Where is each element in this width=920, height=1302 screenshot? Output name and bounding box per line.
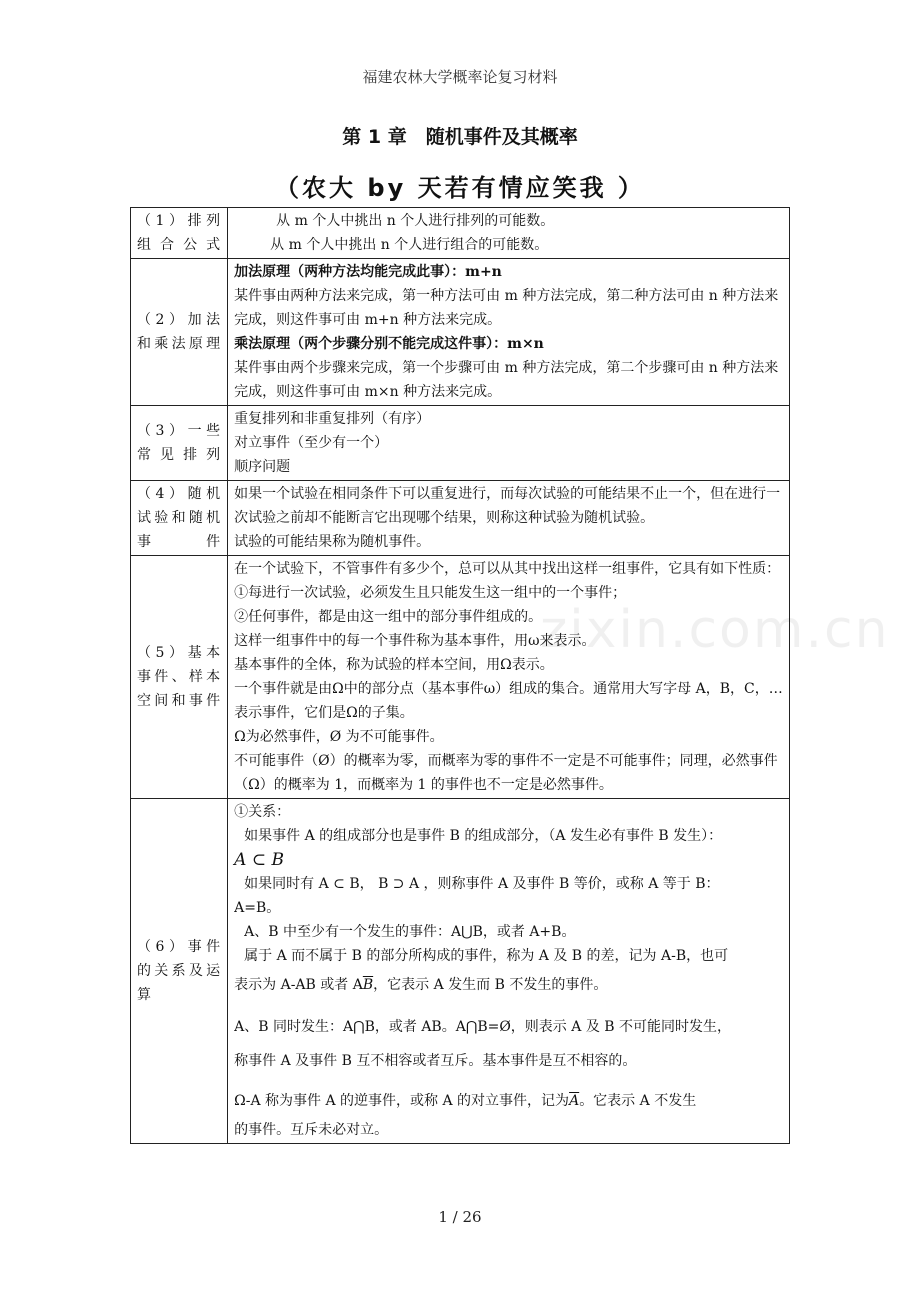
table-row bbox=[131, 799, 790, 1144]
row-content bbox=[228, 406, 790, 481]
formula-text: ，它表示 A 发生而 B 不发生的事件。 bbox=[373, 977, 608, 993]
content-line: 基本事件的全体，称为试验的样本空间，用Ω表示。 bbox=[234, 657, 554, 673]
content-line: A=B。 bbox=[234, 900, 281, 916]
content-line: 乘法原理（两个步骤分别不能完成这件事）：m×n bbox=[234, 336, 544, 352]
content-line: ②任何事件，都是由这一组中的部分事件组成的。 bbox=[234, 609, 543, 625]
table-row bbox=[131, 406, 790, 481]
content-line: 在一个试验下，不管事件有多少个，总可以从其中找出这样一组事件，它具有如下性质： bbox=[234, 561, 781, 577]
table-row bbox=[131, 208, 790, 259]
table-row bbox=[131, 556, 790, 799]
content-line: 从 m 个人中挑出 n 个人进行组合的可能数。 bbox=[270, 237, 549, 253]
row-label: （5）基本事件、样本空间和事件 bbox=[131, 556, 228, 799]
watermark: zixin.com.cn bbox=[540, 600, 890, 660]
content-line: ①每进行一次试验，必须发生且只能发生这一组中的一个事件； bbox=[234, 585, 627, 601]
complement-a-symbol: $\overline{A}$ bbox=[569, 1093, 580, 1109]
page-number: 1 / 26 bbox=[438, 1208, 482, 1226]
content-line: 从 m 个人中挑出 n 个人进行排列的可能数。 bbox=[276, 213, 555, 229]
content-line: 的事件。互斥未必对立。 bbox=[234, 1122, 389, 1138]
content-line: A ⊂ B bbox=[234, 850, 284, 870]
row-content bbox=[228, 556, 790, 799]
content-line: 某件事由两个步骤来完成，第一个步骤可由 m 种方法完成，第二个步骤可由 n 种方法来完成，则这件事可由 m×n 种方法来完成。 bbox=[234, 360, 779, 400]
content-line: 不可能事件（Ø）的概率为零，而概率为零的事件不一定是不可能事件；同理，必然事件（Ω）的概率为 1，而概率为 1 的事件也不一定是必然事件。 bbox=[234, 753, 778, 793]
chapter-title: 第 1 章 随机事件及其概率 bbox=[342, 126, 578, 148]
content-line: A、B 同时发生：A⋂B，或者 AB。A⋂B=Ø，则表示 A 及 B 不可能同时发生， bbox=[234, 1019, 732, 1035]
content-line: 称事件 A 及事件 B 互不相容或者互斥。基本事件是互不相容的。 bbox=[234, 1053, 637, 1069]
complement-b-symbol: $\overline{B}$ bbox=[362, 977, 374, 993]
row-content bbox=[228, 481, 790, 556]
content-line: 加法原理（两种方法均能完成此事）：m+n bbox=[234, 264, 502, 280]
content-line: 顺序问题 bbox=[234, 459, 291, 475]
content-line: 如果一个试验在相同条件下可以重复进行，而每次试验的可能结果不止一个，但在进行一次试验之前却不能断言它出现哪个结果，则称这种试验为随机试验。 bbox=[234, 486, 781, 526]
content-line: A、B 中至少有一个发生的事件：A⋃B，或者 A+B。 bbox=[244, 924, 576, 940]
table-row bbox=[131, 259, 790, 406]
row-label: （6）事件的关系及运算 bbox=[131, 799, 228, 1144]
row-label: （1）排列组合公式 bbox=[131, 208, 228, 259]
page-header: 福建农林大学概率论复习材料 bbox=[362, 68, 558, 86]
content-line: 对立事件（至少有一个） bbox=[234, 435, 389, 451]
formula-text: 表示为 A-AB 或者 A bbox=[234, 977, 363, 993]
content-line: ①关系： bbox=[234, 804, 291, 820]
document-subtitle: （农大 by 天若有情应笑我 ） bbox=[275, 174, 645, 202]
content-line: 试验的可能结果称为随机事件。 bbox=[234, 534, 431, 550]
content-line bbox=[234, 1084, 783, 1118]
formula-text: 。它表示 A 不发生 bbox=[579, 1093, 697, 1109]
content-line: 重复排列和非重复排列（有序） bbox=[234, 411, 431, 427]
content-line: 如果同时有 A ⊂ B， B ⊃ A ，则称事件 A 及事件 B 等价，或称 A 等于 B： bbox=[244, 876, 720, 892]
formula-text: Ω-A 称为事件 A 的逆事件，或称 A 的对立事件，记为 bbox=[234, 1093, 570, 1109]
row-content bbox=[228, 259, 790, 406]
content-line: 属于 A 而不属于 B 的部分所构成的事件，称为 A 及 B 的差，记为 A-B，也可 bbox=[244, 948, 729, 964]
content-line: 一个事件就是由Ω中的部分点（基本事件ω）组成的集合。通常用大写字母 A，B，C，…表示事件，它们是Ω的子集。 bbox=[234, 681, 783, 721]
content-line: 某件事由两种方法来完成，第一种方法可由 m 种方法完成，第二种方法可由 n 种方法来完成，则这件事可由 m+n 种方法来完成。 bbox=[234, 288, 779, 328]
row-content bbox=[228, 208, 790, 259]
content-line bbox=[234, 968, 783, 1002]
content-line: 如果事件 A 的组成部分也是事件 B 的组成部分，（A 发生必有事件 B 发生）： bbox=[244, 828, 723, 844]
table-row bbox=[131, 481, 790, 556]
row-label: （2）加法和乘法原理 bbox=[131, 259, 228, 406]
notes-table bbox=[130, 207, 790, 1144]
content-line: Ω为必然事件，Ø 为不可能事件。 bbox=[234, 729, 444, 745]
row-content bbox=[228, 799, 790, 1144]
row-label: （4）随机试验和随机事件 bbox=[131, 481, 228, 556]
content-line: 这样一组事件中的每一个事件称为基本事件，用ω来表示。 bbox=[234, 633, 596, 649]
row-label: （3）一些常见排列 bbox=[131, 406, 228, 481]
